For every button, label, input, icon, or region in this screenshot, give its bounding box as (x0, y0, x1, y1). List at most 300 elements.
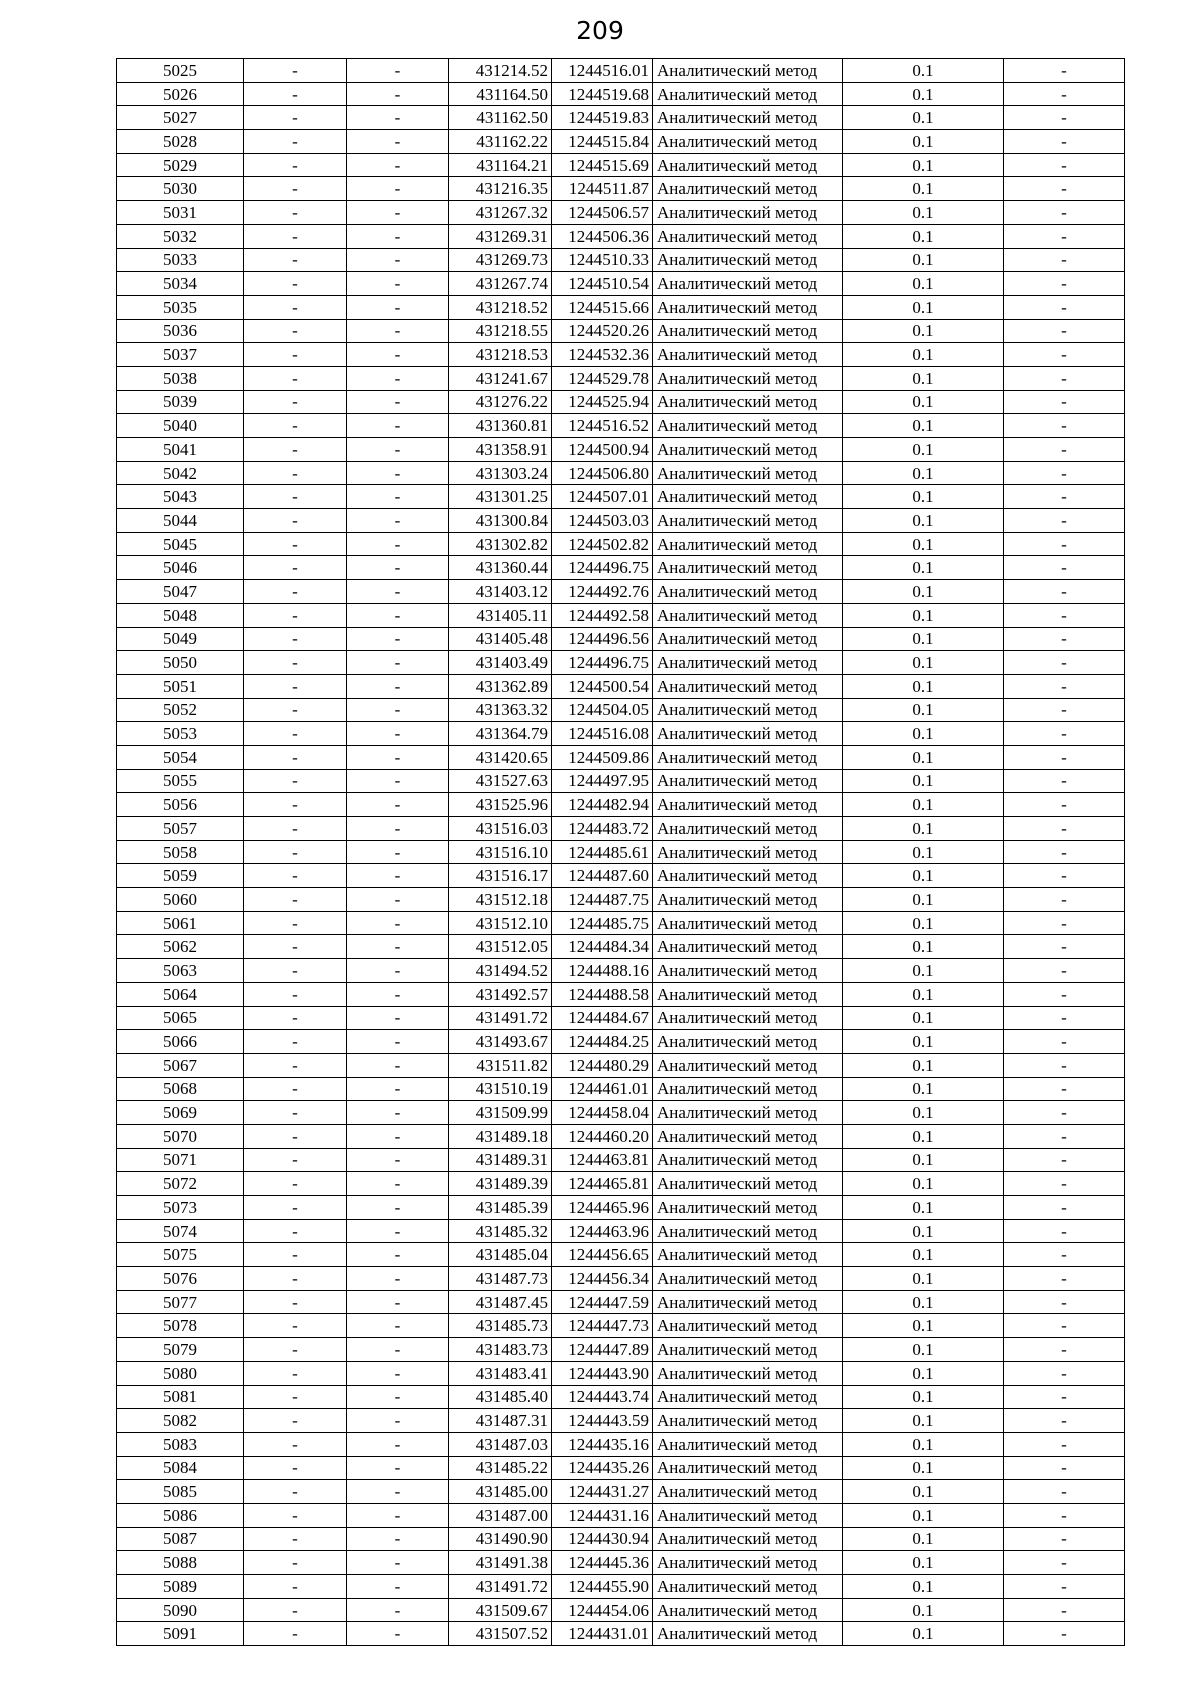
point-number-cell: 5089 (117, 1575, 244, 1599)
empty-cell: - (1004, 864, 1125, 888)
x-coordinate-cell: 431487.00 (449, 1503, 552, 1527)
table-row (117, 82, 1125, 106)
empty-cell: - (1004, 224, 1125, 248)
empty-cell: - (347, 1077, 449, 1101)
y-coordinate-cell: 1244506.57 (552, 201, 653, 225)
table-row (117, 1101, 1125, 1125)
y-coordinate-cell: 1244496.75 (552, 556, 653, 580)
y-coordinate-cell: 1244463.81 (552, 1148, 653, 1172)
point-number-cell: 5036 (117, 319, 244, 343)
table-row (117, 1432, 1125, 1456)
method-cell: Аналитический метод (653, 532, 843, 556)
table-row (117, 627, 1125, 651)
empty-cell: - (244, 1243, 347, 1267)
point-number-cell: 5068 (117, 1077, 244, 1101)
empty-cell: - (347, 248, 449, 272)
point-number-cell: 5081 (117, 1385, 244, 1409)
method-cell: Аналитический метод (653, 1101, 843, 1125)
table-row (117, 1361, 1125, 1385)
empty-cell: - (1004, 1527, 1125, 1551)
empty-cell: - (244, 580, 347, 604)
empty-cell: - (244, 177, 347, 201)
method-cell: Аналитический метод (653, 461, 843, 485)
point-number-cell: 5073 (117, 1196, 244, 1220)
method-cell: Аналитический метод (653, 319, 843, 343)
accuracy-cell: 0.1 (843, 224, 1004, 248)
x-coordinate-cell: 431509.99 (449, 1101, 552, 1125)
method-cell: Аналитический метод (653, 224, 843, 248)
x-coordinate-cell: 431162.50 (449, 106, 552, 130)
point-number-cell: 5090 (117, 1598, 244, 1622)
empty-cell: - (347, 295, 449, 319)
table-row (117, 793, 1125, 817)
y-coordinate-cell: 1244460.20 (552, 1124, 653, 1148)
point-number-cell: 5052 (117, 698, 244, 722)
method-cell: Аналитический метод (653, 59, 843, 83)
point-number-cell: 5086 (117, 1503, 244, 1527)
accuracy-cell: 0.1 (843, 248, 1004, 272)
x-coordinate-cell: 431491.72 (449, 1006, 552, 1030)
empty-cell: - (347, 509, 449, 533)
y-coordinate-cell: 1244484.67 (552, 1006, 653, 1030)
y-coordinate-cell: 1244504.05 (552, 698, 653, 722)
accuracy-cell: 0.1 (843, 935, 1004, 959)
accuracy-cell: 0.1 (843, 627, 1004, 651)
point-number-cell: 5040 (117, 414, 244, 438)
empty-cell: - (1004, 1432, 1125, 1456)
table-row (117, 674, 1125, 698)
accuracy-cell: 0.1 (843, 888, 1004, 912)
x-coordinate-cell: 431485.00 (449, 1480, 552, 1504)
empty-cell: - (1004, 959, 1125, 983)
method-cell: Аналитический метод (653, 201, 843, 225)
method-cell: Аналитический метод (653, 153, 843, 177)
accuracy-cell: 0.1 (843, 366, 1004, 390)
accuracy-cell: 0.1 (843, 556, 1004, 580)
empty-cell: - (244, 888, 347, 912)
point-number-cell: 5043 (117, 485, 244, 509)
y-coordinate-cell: 1244516.52 (552, 414, 653, 438)
empty-cell: - (244, 130, 347, 154)
x-coordinate-cell: 431362.89 (449, 674, 552, 698)
method-cell: Аналитический метод (653, 603, 843, 627)
table-row (117, 1575, 1125, 1599)
table-row (117, 1314, 1125, 1338)
y-coordinate-cell: 1244447.59 (552, 1290, 653, 1314)
accuracy-cell: 0.1 (843, 1196, 1004, 1220)
method-cell: Аналитический метод (653, 1172, 843, 1196)
empty-cell: - (347, 390, 449, 414)
empty-cell: - (244, 509, 347, 533)
table-row (117, 959, 1125, 983)
table-row (117, 864, 1125, 888)
empty-cell: - (1004, 106, 1125, 130)
method-cell: Аналитический метод (653, 959, 843, 983)
accuracy-cell: 0.1 (843, 959, 1004, 983)
x-coordinate-cell: 431516.03 (449, 817, 552, 841)
empty-cell: - (347, 201, 449, 225)
x-coordinate-cell: 431218.52 (449, 295, 552, 319)
empty-cell: - (244, 461, 347, 485)
table-row (117, 1551, 1125, 1575)
empty-cell: - (347, 1456, 449, 1480)
empty-cell: - (347, 153, 449, 177)
accuracy-cell: 0.1 (843, 59, 1004, 83)
method-cell: Аналитический метод (653, 864, 843, 888)
empty-cell: - (347, 1527, 449, 1551)
x-coordinate-cell: 431276.22 (449, 390, 552, 414)
method-cell: Аналитический метод (653, 1267, 843, 1291)
y-coordinate-cell: 1244463.96 (552, 1219, 653, 1243)
empty-cell: - (244, 1006, 347, 1030)
empty-cell: - (1004, 1575, 1125, 1599)
y-coordinate-cell: 1244510.33 (552, 248, 653, 272)
x-coordinate-cell: 431218.53 (449, 343, 552, 367)
point-number-cell: 5082 (117, 1409, 244, 1433)
accuracy-cell: 0.1 (843, 1219, 1004, 1243)
x-coordinate-cell: 431269.73 (449, 248, 552, 272)
empty-cell: - (244, 1409, 347, 1433)
empty-cell: - (244, 627, 347, 651)
point-number-cell: 5042 (117, 461, 244, 485)
table-row (117, 343, 1125, 367)
y-coordinate-cell: 1244480.29 (552, 1053, 653, 1077)
accuracy-cell: 0.1 (843, 698, 1004, 722)
empty-cell: - (347, 722, 449, 746)
point-number-cell: 5060 (117, 888, 244, 912)
method-cell: Аналитический метод (653, 1385, 843, 1409)
table-row (117, 224, 1125, 248)
table-row (117, 1409, 1125, 1433)
empty-cell: - (1004, 485, 1125, 509)
x-coordinate-cell: 431489.31 (449, 1148, 552, 1172)
empty-cell: - (347, 485, 449, 509)
empty-cell: - (244, 982, 347, 1006)
x-coordinate-cell: 431483.73 (449, 1338, 552, 1362)
accuracy-cell: 0.1 (843, 82, 1004, 106)
method-cell: Аналитический метод (653, 509, 843, 533)
empty-cell: - (347, 1219, 449, 1243)
empty-cell: - (347, 911, 449, 935)
table-row (117, 532, 1125, 556)
method-cell: Аналитический метод (653, 1527, 843, 1551)
empty-cell: - (244, 840, 347, 864)
method-cell: Аналитический метод (653, 982, 843, 1006)
table-row (117, 1006, 1125, 1030)
x-coordinate-cell: 431483.41 (449, 1361, 552, 1385)
method-cell: Аналитический метод (653, 769, 843, 793)
empty-cell: - (244, 319, 347, 343)
accuracy-cell: 0.1 (843, 414, 1004, 438)
y-coordinate-cell: 1244492.76 (552, 580, 653, 604)
method-cell: Аналитический метод (653, 1598, 843, 1622)
accuracy-cell: 0.1 (843, 1480, 1004, 1504)
empty-cell: - (347, 319, 449, 343)
empty-cell: - (1004, 201, 1125, 225)
empty-cell: - (244, 438, 347, 462)
empty-cell: - (347, 1267, 449, 1291)
empty-cell: - (1004, 603, 1125, 627)
empty-cell: - (347, 935, 449, 959)
empty-cell: - (244, 1101, 347, 1125)
empty-cell: - (244, 1124, 347, 1148)
empty-cell: - (244, 485, 347, 509)
empty-cell: - (1004, 366, 1125, 390)
point-number-cell: 5084 (117, 1456, 244, 1480)
accuracy-cell: 0.1 (843, 722, 1004, 746)
empty-cell: - (347, 414, 449, 438)
empty-cell: - (347, 532, 449, 556)
x-coordinate-cell: 431405.11 (449, 603, 552, 627)
empty-cell: - (347, 1622, 449, 1646)
empty-cell: - (347, 461, 449, 485)
y-coordinate-cell: 1244435.16 (552, 1432, 653, 1456)
empty-cell: - (244, 674, 347, 698)
x-coordinate-cell: 431485.40 (449, 1385, 552, 1409)
empty-cell: - (347, 580, 449, 604)
table-row (117, 390, 1125, 414)
y-coordinate-cell: 1244431.01 (552, 1622, 653, 1646)
empty-cell: - (244, 911, 347, 935)
method-cell: Аналитический метод (653, 1456, 843, 1480)
empty-cell: - (244, 1148, 347, 1172)
accuracy-cell: 0.1 (843, 177, 1004, 201)
empty-cell: - (244, 1053, 347, 1077)
accuracy-cell: 0.1 (843, 343, 1004, 367)
empty-cell: - (347, 769, 449, 793)
x-coordinate-cell: 431492.57 (449, 982, 552, 1006)
empty-cell: - (1004, 438, 1125, 462)
empty-cell: - (1004, 1053, 1125, 1077)
empty-cell: - (244, 1030, 347, 1054)
empty-cell: - (347, 1053, 449, 1077)
x-coordinate-cell: 431491.72 (449, 1575, 552, 1599)
accuracy-cell: 0.1 (843, 1432, 1004, 1456)
x-coordinate-cell: 431512.10 (449, 911, 552, 935)
y-coordinate-cell: 1244510.54 (552, 272, 653, 296)
empty-cell: - (1004, 1480, 1125, 1504)
empty-cell: - (347, 1551, 449, 1575)
empty-cell: - (1004, 1290, 1125, 1314)
method-cell: Аналитический метод (653, 177, 843, 201)
y-coordinate-cell: 1244485.61 (552, 840, 653, 864)
y-coordinate-cell: 1244443.90 (552, 1361, 653, 1385)
method-cell: Аналитический метод (653, 793, 843, 817)
empty-cell: - (244, 1575, 347, 1599)
method-cell: Аналитический метод (653, 1243, 843, 1267)
method-cell: Аналитический метод (653, 1622, 843, 1646)
method-cell: Аналитический метод (653, 817, 843, 841)
point-number-cell: 5078 (117, 1314, 244, 1338)
point-number-cell: 5057 (117, 817, 244, 841)
method-cell: Аналитический метод (653, 272, 843, 296)
table-row (117, 295, 1125, 319)
empty-cell: - (347, 674, 449, 698)
accuracy-cell: 0.1 (843, 793, 1004, 817)
method-cell: Аналитический метод (653, 556, 843, 580)
x-coordinate-cell: 431485.04 (449, 1243, 552, 1267)
accuracy-cell: 0.1 (843, 1314, 1004, 1338)
point-number-cell: 5041 (117, 438, 244, 462)
empty-cell: - (347, 745, 449, 769)
empty-cell: - (244, 769, 347, 793)
accuracy-cell: 0.1 (843, 438, 1004, 462)
accuracy-cell: 0.1 (843, 1148, 1004, 1172)
table-row (117, 1077, 1125, 1101)
y-coordinate-cell: 1244456.65 (552, 1243, 653, 1267)
empty-cell: - (244, 1314, 347, 1338)
point-number-cell: 5069 (117, 1101, 244, 1125)
method-cell: Аналитический метод (653, 1575, 843, 1599)
point-number-cell: 5071 (117, 1148, 244, 1172)
point-number-cell: 5054 (117, 745, 244, 769)
table-row (117, 319, 1125, 343)
method-cell: Аналитический метод (653, 1219, 843, 1243)
y-coordinate-cell: 1244529.78 (552, 366, 653, 390)
empty-cell: - (244, 864, 347, 888)
x-coordinate-cell: 431516.17 (449, 864, 552, 888)
empty-cell: - (347, 1409, 449, 1433)
accuracy-cell: 0.1 (843, 390, 1004, 414)
x-coordinate-cell: 431267.74 (449, 272, 552, 296)
y-coordinate-cell: 1244520.26 (552, 319, 653, 343)
empty-cell: - (347, 177, 449, 201)
empty-cell: - (244, 248, 347, 272)
method-cell: Аналитический метод (653, 485, 843, 509)
table-row (117, 935, 1125, 959)
empty-cell: - (347, 1124, 449, 1148)
method-cell: Аналитический метод (653, 438, 843, 462)
x-coordinate-cell: 431164.50 (449, 82, 552, 106)
y-coordinate-cell: 1244443.59 (552, 1409, 653, 1433)
point-number-cell: 5067 (117, 1053, 244, 1077)
table-row (117, 130, 1125, 154)
point-number-cell: 5085 (117, 1480, 244, 1504)
empty-cell: - (347, 1030, 449, 1054)
y-coordinate-cell: 1244435.26 (552, 1456, 653, 1480)
empty-cell: - (347, 1480, 449, 1504)
x-coordinate-cell: 431527.63 (449, 769, 552, 793)
table-row (117, 911, 1125, 935)
empty-cell: - (347, 272, 449, 296)
empty-cell: - (244, 1385, 347, 1409)
accuracy-cell: 0.1 (843, 106, 1004, 130)
x-coordinate-cell: 431269.31 (449, 224, 552, 248)
empty-cell: - (244, 224, 347, 248)
empty-cell: - (1004, 722, 1125, 746)
empty-cell: - (347, 130, 449, 154)
empty-cell: - (1004, 674, 1125, 698)
empty-cell: - (1004, 248, 1125, 272)
method-cell: Аналитический метод (653, 651, 843, 675)
table-row (117, 1456, 1125, 1480)
empty-cell: - (1004, 1314, 1125, 1338)
x-coordinate-cell: 431489.18 (449, 1124, 552, 1148)
table-row (117, 1480, 1125, 1504)
point-number-cell: 5055 (117, 769, 244, 793)
accuracy-cell: 0.1 (843, 532, 1004, 556)
empty-cell: - (244, 817, 347, 841)
y-coordinate-cell: 1244500.94 (552, 438, 653, 462)
point-number-cell: 5030 (117, 177, 244, 201)
method-cell: Аналитический метод (653, 1290, 843, 1314)
table-row (117, 177, 1125, 201)
empty-cell: - (244, 1598, 347, 1622)
x-coordinate-cell: 431420.65 (449, 745, 552, 769)
point-number-cell: 5075 (117, 1243, 244, 1267)
method-cell: Аналитический метод (653, 1196, 843, 1220)
x-coordinate-cell: 431511.82 (449, 1053, 552, 1077)
accuracy-cell: 0.1 (843, 1575, 1004, 1599)
y-coordinate-cell: 1244507.01 (552, 485, 653, 509)
empty-cell: - (244, 153, 347, 177)
table-row (117, 106, 1125, 130)
empty-cell: - (1004, 1172, 1125, 1196)
point-number-cell: 5074 (117, 1219, 244, 1243)
point-number-cell: 5059 (117, 864, 244, 888)
x-coordinate-cell: 431491.38 (449, 1551, 552, 1575)
y-coordinate-cell: 1244496.75 (552, 651, 653, 675)
x-coordinate-cell: 431487.03 (449, 1432, 552, 1456)
y-coordinate-cell: 1244482.94 (552, 793, 653, 817)
empty-cell: - (244, 1267, 347, 1291)
y-coordinate-cell: 1244465.96 (552, 1196, 653, 1220)
accuracy-cell: 0.1 (843, 1361, 1004, 1385)
empty-cell: - (1004, 509, 1125, 533)
accuracy-cell: 0.1 (843, 1456, 1004, 1480)
y-coordinate-cell: 1244492.58 (552, 603, 653, 627)
y-coordinate-cell: 1244515.84 (552, 130, 653, 154)
method-cell: Аналитический метод (653, 1503, 843, 1527)
method-cell: Аналитический метод (653, 248, 843, 272)
empty-cell: - (1004, 769, 1125, 793)
empty-cell: - (1004, 1101, 1125, 1125)
page-number: 209 (576, 16, 624, 45)
accuracy-cell: 0.1 (843, 1503, 1004, 1527)
accuracy-cell: 0.1 (843, 864, 1004, 888)
empty-cell: - (1004, 1385, 1125, 1409)
empty-cell: - (244, 366, 347, 390)
empty-cell: - (347, 698, 449, 722)
y-coordinate-cell: 1244458.04 (552, 1101, 653, 1125)
y-coordinate-cell: 1244431.27 (552, 1480, 653, 1504)
method-cell: Аналитический метод (653, 130, 843, 154)
table-row (117, 509, 1125, 533)
point-number-cell: 5083 (117, 1432, 244, 1456)
empty-cell: - (1004, 627, 1125, 651)
x-coordinate-cell: 431300.84 (449, 509, 552, 533)
empty-cell: - (244, 272, 347, 296)
empty-cell: - (347, 556, 449, 580)
point-number-cell: 5049 (117, 627, 244, 651)
accuracy-cell: 0.1 (843, 982, 1004, 1006)
point-number-cell: 5027 (117, 106, 244, 130)
empty-cell: - (1004, 698, 1125, 722)
empty-cell: - (1004, 1503, 1125, 1527)
empty-cell: - (244, 793, 347, 817)
empty-cell: - (244, 1456, 347, 1480)
accuracy-cell: 0.1 (843, 130, 1004, 154)
method-cell: Аналитический метод (653, 1338, 843, 1362)
accuracy-cell: 0.1 (843, 319, 1004, 343)
accuracy-cell: 0.1 (843, 1101, 1004, 1125)
y-coordinate-cell: 1244503.03 (552, 509, 653, 533)
point-number-cell: 5080 (117, 1361, 244, 1385)
point-number-cell: 5045 (117, 532, 244, 556)
x-coordinate-cell: 431493.67 (449, 1030, 552, 1054)
y-coordinate-cell: 1244465.81 (552, 1172, 653, 1196)
table-row (117, 153, 1125, 177)
